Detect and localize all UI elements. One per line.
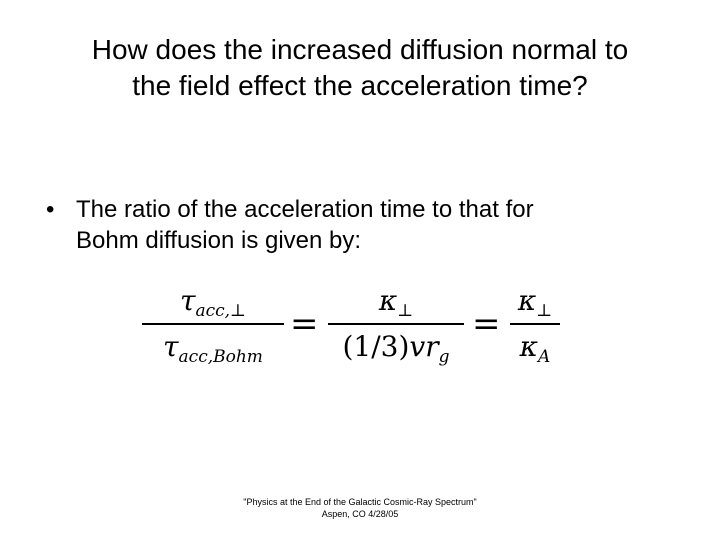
- rhs-num-subscript: ⊥: [536, 301, 553, 321]
- mid-den-v: v: [409, 330, 426, 363]
- bullet-marker: •: [46, 196, 55, 223]
- mid-fraction: [328, 282, 464, 372]
- lhs-num-tau: τ: [179, 284, 196, 317]
- lhs-fraction-bar: [142, 323, 284, 325]
- slide-title: [40, 32, 680, 104]
- lhs-num-subscript: acc,⊥: [195, 301, 247, 321]
- rhs-num-kappa: κ: [517, 284, 537, 317]
- mid-den-subscript: g: [438, 347, 450, 367]
- ratio-equation: [142, 282, 572, 372]
- mid-denominator: [328, 330, 464, 367]
- footer-line-2: Aspen, CO 4/28/05: [321, 509, 399, 519]
- lhs-numerator: [142, 284, 284, 321]
- mid-den-r: r: [425, 330, 439, 363]
- lhs-denominator: [142, 330, 284, 367]
- mid-numerator: [328, 284, 464, 321]
- bullet-text: [76, 194, 656, 256]
- mid-fraction-bar: [328, 323, 464, 325]
- rhs-den-kappa: κ: [519, 330, 539, 363]
- footer-line-1: "Physics at the End of the Galactic Cosmic-Ray Spectrum": [243, 497, 477, 507]
- title-line-2: the field effect the acceleration time?: [132, 70, 588, 101]
- slide-footer: [160, 496, 560, 520]
- title-line-1: How does the increased diffusion normal to: [91, 34, 629, 65]
- mid-num-subscript: ⊥: [397, 301, 414, 321]
- rhs-fraction-bar: [510, 323, 560, 325]
- rhs-denominator: [510, 330, 560, 367]
- mid-num-kappa: κ: [378, 284, 398, 317]
- rhs-den-subscript: A: [538, 347, 551, 367]
- equals-sign-2: =: [472, 304, 501, 344]
- bullet-line-1: The ratio of the acceleration time to that for: [76, 196, 534, 223]
- bullet-line-2: Bohm diffusion is given by:: [76, 227, 362, 254]
- lhs-fraction: [142, 282, 284, 372]
- lhs-den-subscript: acc,Bohm: [178, 347, 263, 367]
- rhs-numerator: [510, 284, 560, 321]
- lhs-den-tau: τ: [163, 330, 179, 363]
- mid-den-one-third: (1/3): [342, 330, 410, 363]
- equals-sign-1: =: [290, 304, 319, 344]
- rhs-fraction: [510, 282, 560, 372]
